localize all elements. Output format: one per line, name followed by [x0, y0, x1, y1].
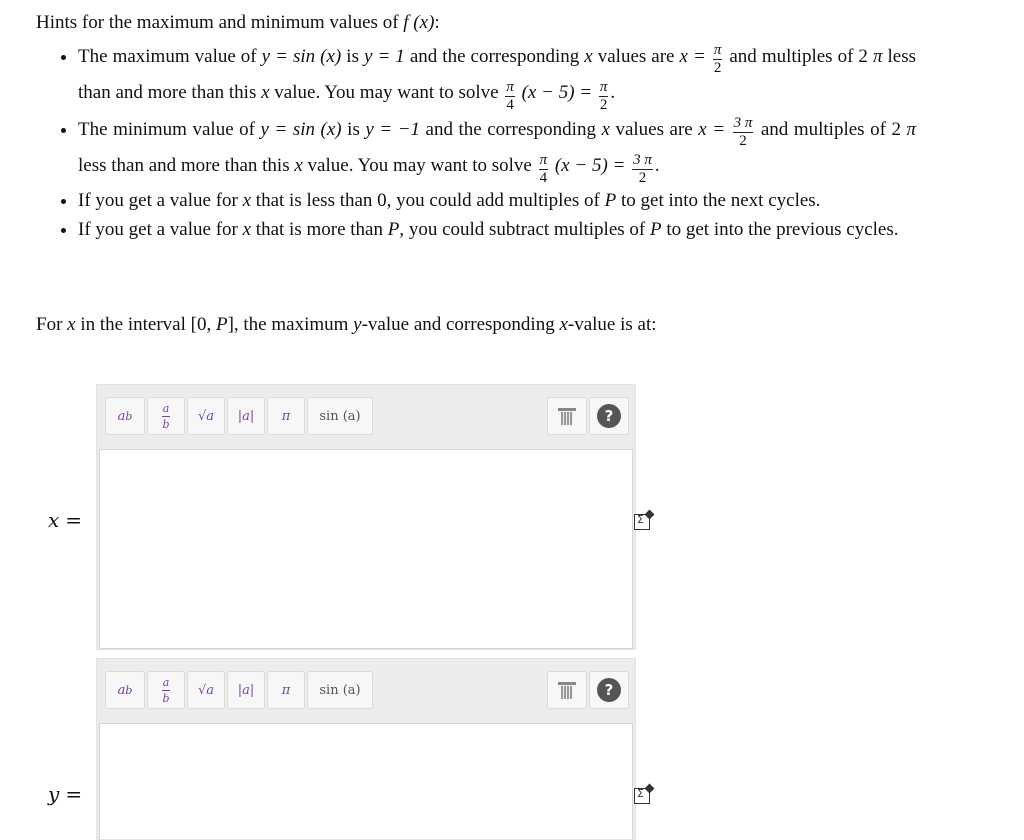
y-answer-editor — [96, 658, 636, 840]
x-answer-label: x = — [48, 508, 83, 532]
sin-button[interactable]: sin (a) — [307, 397, 373, 435]
help-button[interactable] — [589, 397, 629, 435]
x-answer-editor — [96, 384, 636, 650]
help-button[interactable] — [589, 671, 629, 709]
hint-less-than-zero: • If you get a value for x that is less than 0, you could add multiples of P to get into the next cycles. — [78, 186, 916, 215]
fraction: $\frac{\pi}{2}$ — [599, 78, 608, 113]
hint-minimum: • The minimum value of y = sin (x) is y = −1 and the corresponding x values are x = $\frac{3 \pi}{2}$ and multiples of 2 π less than and more than this x value. You may want to solve $\frac{\pi}{4}$ (x − 5) = $\frac{3 \pi}{2}$ . — [78, 113, 916, 186]
hints-title: Hints for the maximum and minimum values of f (x): — [36, 12, 440, 33]
fraction: $\frac{\pi}{4}$ — [506, 78, 514, 113]
sqrt-button[interactable]: √a — [187, 397, 225, 435]
sin-button[interactable]: sin (a) — [307, 671, 373, 709]
delete-button[interactable] — [547, 397, 587, 435]
hints-list — [36, 40, 916, 244]
fraction: $\frac{\pi}{2}$ — [713, 42, 722, 77]
delete-button[interactable] — [547, 671, 587, 709]
fraction: $\frac{3 \pi}{2}$ — [633, 151, 652, 186]
hint-more-than-period: • If you get a value for x that is more than P, you could subtract multiples of P to get into the previous cycles. — [78, 215, 916, 244]
fraction: $\frac{3 \pi}{2}$ — [733, 115, 753, 150]
math-toolbar — [97, 659, 635, 723]
hint-maximum: • The maximum value of y = sin (x) is y = 1 and the corresponding x values are x = $\frac{\pi}{2}$ and multiples of 2 π less than and more than this x value. You may want to solve $\frac{\pi}{4}$ (x − 5) = $\frac{\pi}{2}$ . — [78, 40, 916, 113]
question-text: For x in the interval [0, P], the maximum y-value and corresponding x-value is at: — [36, 314, 657, 335]
fraction-button[interactable]: $\frac{a}{b}$ — [147, 671, 185, 709]
symbolic-editor-icon[interactable] — [634, 514, 650, 530]
sqrt-button[interactable]: √a — [187, 671, 225, 709]
math-toolbar — [97, 385, 635, 449]
x-answer-input[interactable] — [99, 449, 633, 649]
trash-icon — [560, 408, 574, 425]
abs-button[interactable]: |a| — [227, 671, 265, 709]
symbolic-editor-icon[interactable] — [634, 788, 650, 804]
power-button[interactable]: a b — [105, 397, 145, 435]
y-answer-label: y = — [48, 782, 83, 806]
pi-button[interactable]: π — [267, 671, 305, 709]
help-icon: ? — [597, 404, 621, 428]
power-button[interactable]: a b — [105, 671, 145, 709]
y-answer-input[interactable] — [99, 723, 633, 840]
abs-button[interactable]: |a| — [227, 397, 265, 435]
trash-icon — [560, 682, 574, 699]
fraction-button[interactable]: $\frac{a}{b}$ — [147, 397, 185, 435]
hints-section — [36, 8, 916, 244]
help-icon: ? — [597, 678, 621, 702]
fraction: $\frac{\pi}{4}$ — [539, 151, 548, 186]
pi-button[interactable]: π — [267, 397, 305, 435]
